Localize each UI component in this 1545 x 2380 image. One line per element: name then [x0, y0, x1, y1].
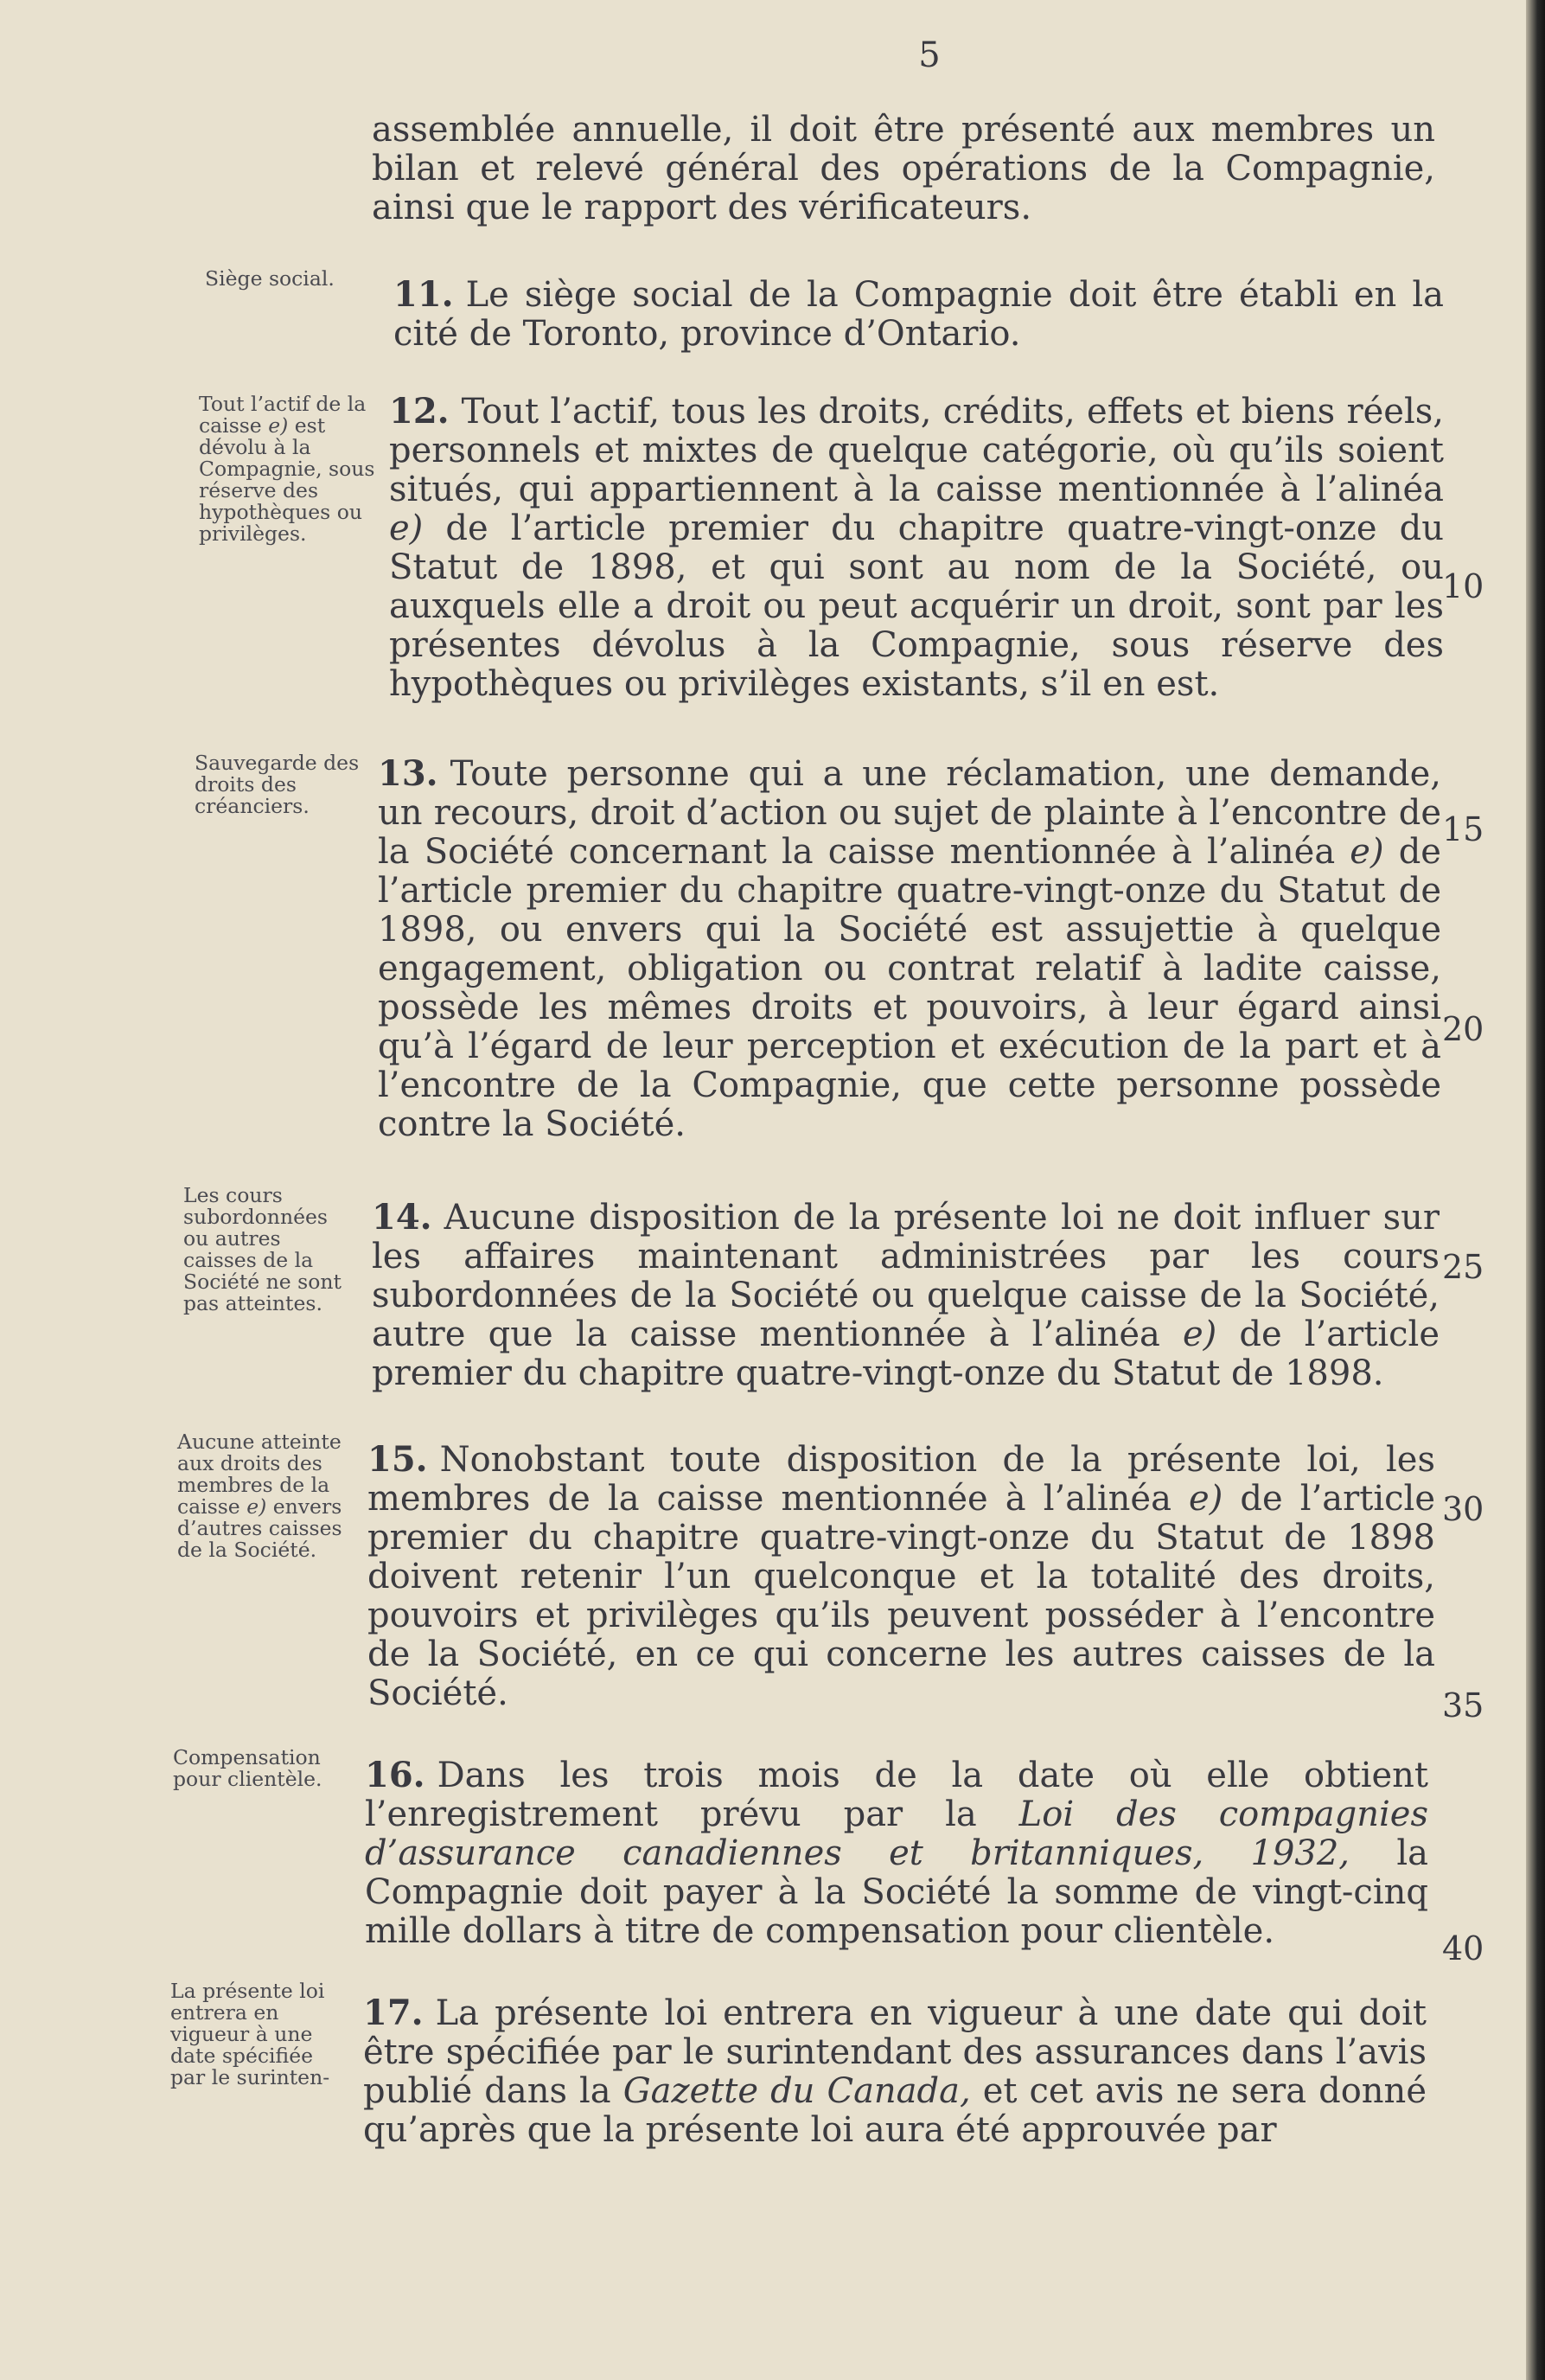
intro-paragraph: assemblée annuelle, il doit être présenté aux membres un bilan et relevé général des opérations de la Compagnie, ainsi que le rapport des vérificateurs. [372, 110, 1435, 227]
section-number-13: 13. [378, 753, 438, 794]
page-number: 5 [918, 35, 941, 75]
section-italic-17: Gazette du Canada, [622, 2071, 971, 2111]
section-paragraph-11 [393, 275, 1444, 354]
section-text-15a: Nonobstant toute disposition de la présente loi, les membres de la caisse mentionnée à l’alinéa [367, 1440, 1435, 1519]
section-paragraph-16 [365, 1756, 1428, 1951]
section-text-12b: de l’article premier du chapitre quatre-vingt-onze du Statut de 1898, et qui sont au nom de la Société, ou auxquels elle a droit ou peut acquérir un droit, sont par les présentes dévolus à la Compagnie, sous réserve des hypothèques ou privilèges existants, s’il en est. [389, 509, 1444, 704]
section-text-14b: de l’article premier du chapitre quatre-vingt-onze du Statut de 1898. [372, 1315, 1440, 1393]
line-number-30: 30 [1442, 1490, 1484, 1528]
section-paragraph-13 [378, 754, 1441, 1144]
section-italic-14: e) [1183, 1315, 1217, 1354]
section-paragraph-17 [363, 1993, 1427, 2150]
section-paragraph-14 [372, 1198, 1440, 1393]
section-text-15b: de l’article premier du chapitre quatre-vingt-onze du Statut de 1898 doivent retenir l’un quelconque et la totalité des droits, pouvoirs et privilèges qu’ils peuvent posséder à l’encontre de la Société, en ce qui concerne les autres caisses de la Société. [367, 1479, 1435, 1713]
section-paragraph-12 [389, 392, 1444, 704]
margin-note-11: Siège social. [205, 266, 335, 291]
section-text-16b: la Compagnie doit payer à la Société la somme de vingt-cinq mille dollars à titre de compensation pour clientèle. [365, 1833, 1428, 1951]
section-number-14: 14. [372, 1197, 432, 1238]
section-text-16a: Dans les trois mois de la date où elle obtient l’enregistrement prévu par la [365, 1756, 1428, 1834]
line-number-15: 15 [1442, 810, 1484, 848]
book-spine-edge [1526, 0, 1545, 2380]
section-text-13b: de l’article premier du chapitre quatre-vingt-onze du Statut de 1898, ou envers qui la Société est assujettie à quelque engagement, obligation ou contrat relatif à ladite caisse, possède les mêmes droits et pouvoirs, à leur égard ainsi qu’à l’égard de leur perception et exécution de la part et à l’encontre de la Compagnie, que cette personne possède contre la Société. [378, 832, 1441, 1144]
margin-note-16: Compensation pour clientèle. [173, 1745, 322, 1791]
section-italic-13: e) [1350, 832, 1384, 872]
line-number-10: 10 [1442, 567, 1484, 605]
section-number-17: 17. [363, 1993, 424, 2033]
margin-note-13: Sauvegarde des droits des créanciers. [195, 751, 360, 818]
section-italic-12: e) [389, 509, 424, 548]
section-text-17b: et cet avis ne sera donné qu’après que la présente loi aura été approuvée par [363, 2071, 1427, 2150]
section-number-15: 15. [367, 1439, 428, 1480]
margin-note-12: Tout l’actif de la caisse e) est dévolu à la Compagnie, sous réserve des hypothèques ou privilèges. [199, 392, 375, 546]
margin-note-17: La présente loi entrera en vigueur à une date spécifiée par le surinten- [170, 1979, 330, 2089]
section-text-12a: Tout l’actif, tous les droits, crédits, effets et biens réels, personnels et mixtes de quelque catégorie, où qu’ils soient situés, qui appartiennent à la caisse mentionnée à l’alinéa [389, 392, 1444, 509]
section-number-12: 12. [389, 391, 450, 432]
section-number-16: 16. [365, 1755, 425, 1795]
section-paragraph-15 [367, 1440, 1435, 1713]
line-number-25: 25 [1442, 1248, 1484, 1286]
section-text-13a: Toute personne qui a une réclamation, une demande, un recours, droit d’action ou sujet de plainte à l’encontre de la Société concernant la caisse mentionnée à l’alinéa [378, 754, 1441, 872]
section-text-17a: La présente loi entrera en vigueur à une date qui doit être spécifiée par le surintendant des assurances dans l’avis publié dans la [363, 1993, 1427, 2111]
section-text-14a: Aucune disposition de la présente loi ne doit influer sur les affaires maintenant administrées par les cours subordonnées de la Société ou quelque caisse de la Société, autre que la caisse mentionnée à l’alinéa [372, 1198, 1440, 1354]
margin-note-15: Aucune atteinte aux droits des membres de la caisse e) envers d’autres caisses de la Société. [177, 1430, 342, 1562]
line-number-20: 20 [1442, 1010, 1484, 1048]
margin-note-14: Les cours subordonnées ou autres caisses de la Société ne sont pas atteintes. [183, 1183, 342, 1315]
line-number-35: 35 [1442, 1686, 1484, 1724]
section-text-11: Le siège social de la Compagnie doit être établi en la cité de Toronto, province d’Ontario. [393, 275, 1444, 354]
line-number-40: 40 [1442, 1929, 1484, 1967]
section-number-11: 11. [393, 274, 454, 315]
section-italic-16: Loi des compagnies d’assurance canadiennes et britanniques, 1932, [365, 1795, 1429, 1873]
section-italic-15: e) [1189, 1479, 1223, 1519]
